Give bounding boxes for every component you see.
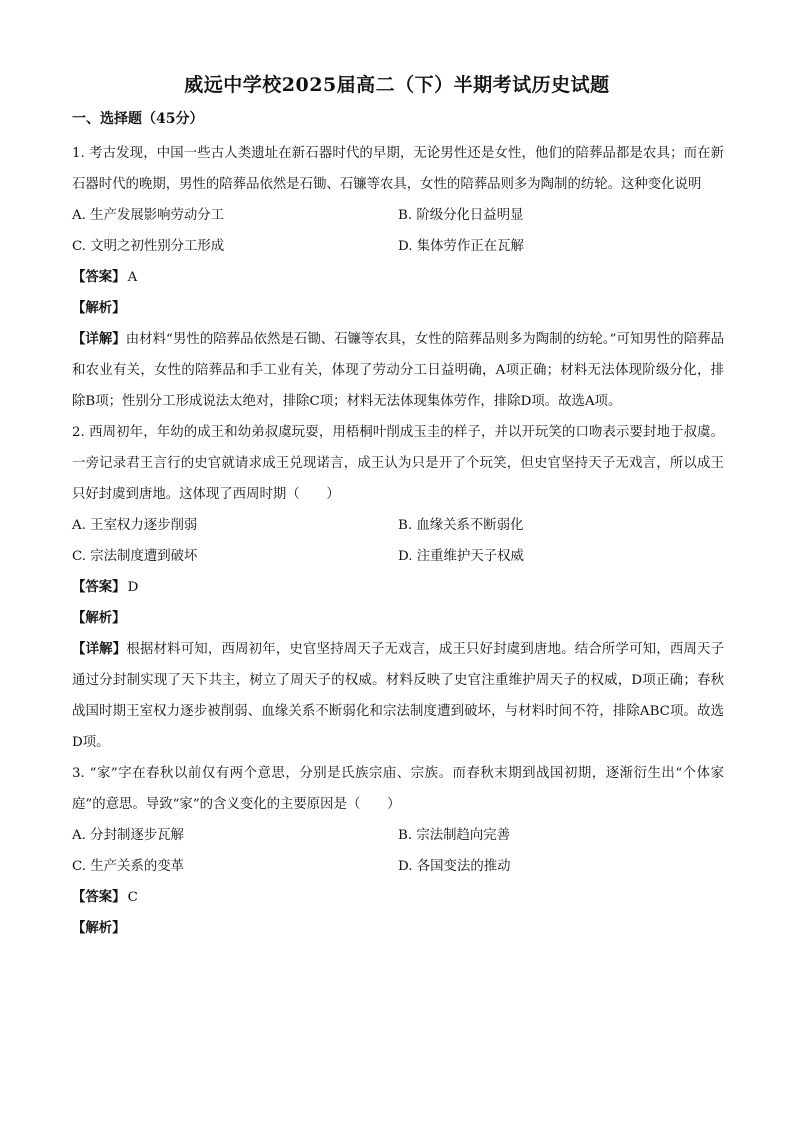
question-stem: 2. 西周初年，年幼的成王和幼弟叔虞玩耍，用梧桐叶削成玉圭的样子，并以开玩笑的口吻表示要封地于叔虞。一旁记录君王言行的史官就请求成王兑现诺言，成王认为只是开了个玩笑，但史官坚持天子无戏言，所以成王只好封虞到唐地。这体现了西周时期（ ） xyxy=(72,425,724,502)
question-stem: 3. “家”字在春秋以前仅有两个意思，分别是氏族宗庙、宗族。而春秋末期到战国初期，逐渐衍生出“个体家庭”的意思。导致“家”的含义变化的主要原因是（ ） xyxy=(72,766,724,812)
option-a: A. 王室权力逐步削弱 xyxy=(72,518,198,533)
detail-paragraph xyxy=(72,324,724,417)
option-b: B. 血缘关系不断弱化 xyxy=(398,518,524,533)
detail-text: 根据材料可知，西周初年，史官坚持周天子无戏言，成王只好封虞到唐地。结合所学可知，西周天子通过分封制实现了天下共主，树立了周天子的权威。材料反映了史官注重维护周天子的权威，D项正确；春秋战国时期王室权力逐步被削弱、血缘关系不断弱化和宗法制度遭到破坏，与材料时间不符，排除ABC项。故选D项。 xyxy=(72,642,725,750)
answer-line xyxy=(72,572,724,603)
section-heading: 一、选择题（45分） xyxy=(72,111,204,127)
analysis-label: 【解析】 xyxy=(72,920,126,936)
question-stem: 1. 考古发现，中国一些古人类遗址在新石器时代的早期，无论男性还是女性，他们的陪葬品都是农具；而在新石器时代的晚期，男性的陪葬品依然是石锄、石镰等农具，女性的陪葬品则多为陶制的纺轮。这种变化说明 xyxy=(72,146,724,192)
option-list xyxy=(72,820,724,882)
answer-line xyxy=(72,882,724,913)
option-list xyxy=(72,200,724,262)
question-2 xyxy=(72,417,724,758)
analysis-label: 【解析】 xyxy=(72,300,126,316)
question-3 xyxy=(72,758,724,944)
questions-container xyxy=(72,138,724,944)
answer-label: 【答案】 xyxy=(72,269,126,285)
option-list xyxy=(72,510,724,572)
answer-line xyxy=(72,262,724,293)
answer-value: D xyxy=(127,580,139,595)
exam-title: 威远中学校2025届高二（下）半期考试历史试题 xyxy=(184,74,610,96)
option-d: D. 注重维护天子权威 xyxy=(398,549,524,564)
option-c: C. 生产关系的变革 xyxy=(72,859,185,874)
option-a: A. 分封制逐步瓦解 xyxy=(72,828,184,843)
option-a: A. 生产发展影响劳动分工 xyxy=(72,208,225,223)
option-d: D. 各国变法的推动 xyxy=(398,859,511,874)
option-c: C. 文明之初性别分工形成 xyxy=(72,239,225,254)
question-1 xyxy=(72,138,724,417)
detail-label: 【详解】 xyxy=(72,331,126,347)
detail-paragraph xyxy=(72,634,724,758)
answer-value: C xyxy=(127,890,138,905)
option-b: B. 阶级分化日益明显 xyxy=(398,208,524,223)
option-d: D. 集体劳作正在瓦解 xyxy=(398,239,524,254)
detail-label: 【详解】 xyxy=(72,641,127,657)
answer-value: A xyxy=(127,270,138,285)
answer-label: 【答案】 xyxy=(72,889,126,905)
analysis-label: 【解析】 xyxy=(72,610,126,626)
option-b: B. 宗法制趋向完善 xyxy=(398,828,511,843)
option-c: C. 宗法制度遭到破坏 xyxy=(72,549,198,564)
detail-text: 由材料“男性的陪葬品依然是石锄、石镰等农具，女性的陪葬品则多为陶制的纺轮。”可知男性的陪葬品和农业有关，女性的陪葬品和手工业有关，体现了劳动分工日益明确，A项正确；材料无法体现阶级分化，排除B项；性别分工形成说法太绝对，排除C项；材料无法体现集体劳作，排除D项。故选A项。 xyxy=(72,332,724,409)
answer-label: 【答案】 xyxy=(72,579,126,595)
